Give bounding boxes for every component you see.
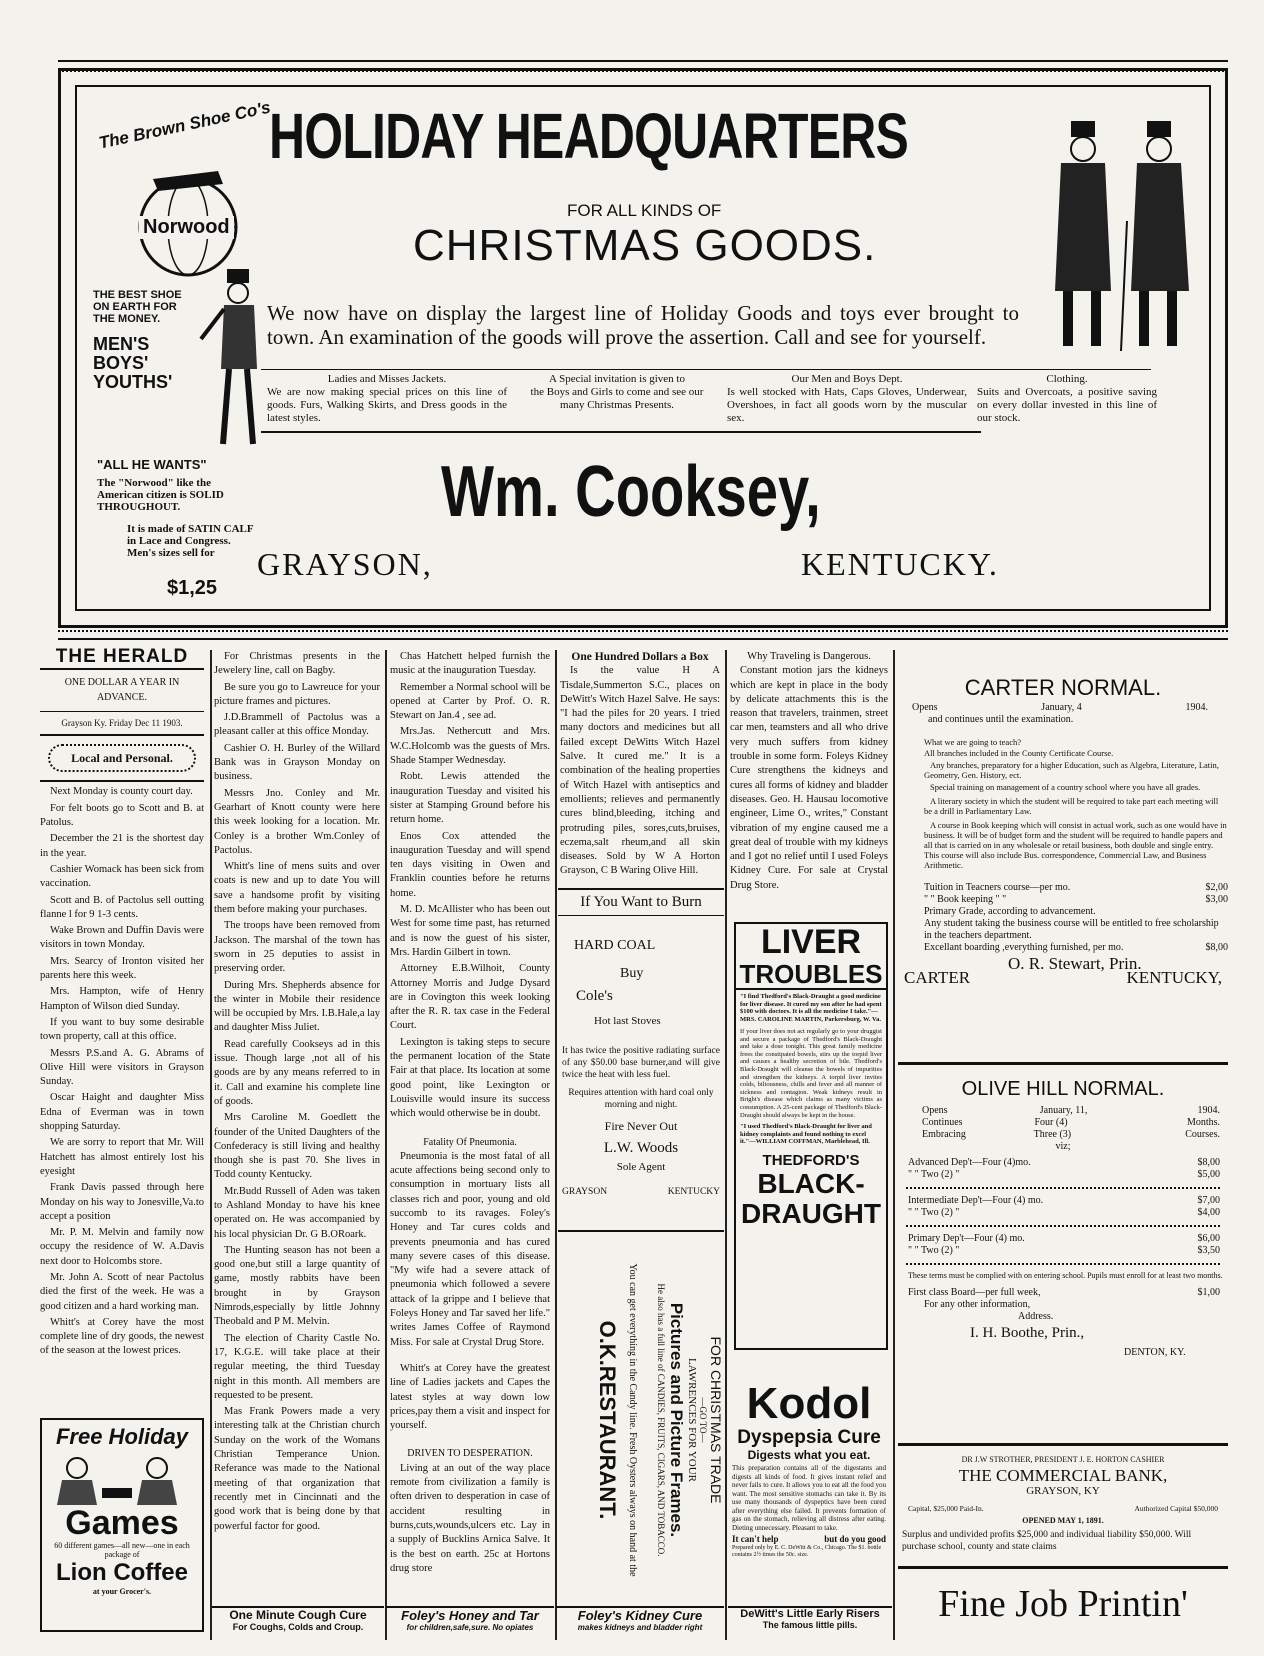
merchant-state: KENTUCKY.	[801, 546, 999, 582]
carter-board-row	[924, 942, 1228, 954]
local-item: Oscar Haight and daughter Miss Edna of Everman was in town shopping Saturday.	[40, 1092, 204, 1133]
olive-board: First class Board—per full week,	[908, 1287, 1041, 1298]
olive-row	[922, 1105, 1220, 1117]
olive-fee-value: $7,00	[1197, 1195, 1220, 1206]
col-rule-4	[725, 650, 727, 1640]
olive-fee-row	[908, 1245, 1220, 1257]
cough-cure-footer	[212, 1606, 384, 1632]
news-item: Be sure you go to Lawreuce for your picture frames and pictures.	[214, 681, 380, 707]
honey-tar-title: Foley's Honey and Tar	[401, 1608, 539, 1623]
news-item: Mrs Caroline M. Goedlett the founder of the United Daughters of the Confederacy is still living and healthy though she is past 70. She lives in Todd county Kentucky.	[214, 1112, 380, 1181]
dept-invitation-text: the Boys and Girls to come and see our many Christmas Presents.	[530, 386, 704, 411]
col-rule-3	[555, 650, 557, 1640]
carter-board: Excellant boarding ,everything furnished, per mo.	[924, 942, 1124, 953]
coal-fire: Fire Never Out	[604, 1119, 678, 1133]
carter-fee-row	[924, 894, 1228, 906]
bank-surplus: Surplus and undivided profits $25,000 and individual liability $50,000. Will purchase school, county and state claims	[902, 1530, 1192, 1552]
news-item: The troops have been removed from Jackson. The marshal of the town has sworn in 25 deputies to assist in preserving order.	[214, 920, 380, 975]
column-six	[898, 650, 1228, 1640]
whitts-ad: Whitt's at Corey have the greatest line of Ladies jackets and Capes the latest styles at way down low prices,pay them a visit and inspect for yourself.	[390, 1362, 550, 1432]
carter-sig: O. R. Stewart, Prin.	[1008, 954, 1142, 973]
kidney-cure-title: Foley's Kidney Cure	[577, 1608, 703, 1623]
lawrence-name: LAWRENCES FOR YOUR	[686, 1358, 698, 1482]
coal-head: If You Want to Burn	[558, 894, 724, 916]
dept-men	[727, 373, 967, 425]
bank-opened: OPENED MAY 1, 1891.	[1022, 1516, 1104, 1525]
kodol-good: but do you good	[824, 1534, 886, 1544]
olive-sig: I. H. Boothe, Prin.,	[970, 1325, 1085, 1341]
column-two	[214, 650, 380, 1536]
news-item: The election of Charity Castle No. 17, K.G.E. will take place at their regular meeting, the third Tuesday night in this month. All members are requested to be present.	[214, 1332, 380, 1401]
news-item: Read carefully Cookseys ad in this issue. Though large ,not all of his goods are by any means referred to in it. Call and examine his complete line of goods.	[214, 1038, 380, 1107]
early-risers-title: DeWitt's Little Early Risers	[740, 1608, 880, 1620]
travel-text: Constant motion jars the kidneys which are kept in place in the body by delicate attachments this is the reason that travelers, trainmen, street car men, teamsters and all who drive very much suffers from kidney trouble in some form. Foleys Kidney Cure strengthens the kidneys and cures all forms of kidney and bladder diseases. Geo. H. Hausau locomotive engineer, Lime O., writes," Constant vibration of my engine caused me a great deal of trouble with my kidneys and I got no relief until I used Foleys Kidney Cure. For sale at Crystal Drug Store.	[730, 665, 888, 891]
local-item: We are sorry to report that Mr. Will Hatchett has almost entirely lost his eyesight	[40, 1137, 204, 1177]
olive-divider	[906, 1225, 1220, 1227]
liver-troubles-ad	[734, 922, 888, 1350]
carter-year: 1904.	[1185, 702, 1208, 713]
gentlemen-illustration	[1031, 121, 1211, 361]
olive-board-row	[908, 1287, 1220, 1299]
carter-book: A course in Book keeping which will consist in actual work, such as one would have in business. It will be of budget form and the student will be required to handle papers and all that is carried on in any wholesale or retail business, both double and single entry. This course will also include Bus. correspondence, Commercial Law, and Business Arithmetic.	[924, 820, 1227, 870]
olive-fee-row	[908, 1195, 1220, 1207]
olive-divider	[906, 1263, 1220, 1265]
carter-fee-value: $3,00	[1205, 894, 1228, 905]
coal-state: KENTUCKY	[667, 1187, 720, 1197]
news-item: During Mrs. Shepherds absence for the winter in Mobile their residence will be occupied by Mrs. I.B.Hale,a lay and daughter Miss Juliet.	[214, 979, 380, 1034]
shoe-price: $1,25	[167, 577, 218, 599]
coal-dealer: L.W. Woods	[603, 1140, 679, 1156]
olive-fee-value: $5,00	[1197, 1169, 1220, 1180]
olive-fee-row	[908, 1207, 1220, 1219]
pneumonia-title: Fatality Of Pneumonia.	[423, 1136, 517, 1148]
local-section-head: Local and Personal.	[48, 744, 196, 772]
liver-quote: "I find Thedford's Black-Draught a good medicine for liver disease. It cured my son after he had spent $100 with doctors. It is all the medicine I take."—MRS. CAROLINE MARTIN, Parkersburg, W. Va.	[740, 993, 882, 1023]
coal-text: It has twice the positive radiating surface of any $50.00 base burner,and will give twice the heat with less fuel.	[562, 1046, 720, 1080]
kidney-cure-sub: makes kidneys and bladder right	[577, 1623, 703, 1632]
liver-title2: TROUBLES	[736, 960, 886, 990]
olive-row	[922, 1129, 1220, 1141]
shoe-lines: MEN'S BOYS' YOUTHS'	[93, 334, 173, 392]
dept-divider-bottom	[261, 431, 981, 433]
news-item: Chas Hatchett helped furnish the music at the inauguration Tuesday.	[390, 651, 550, 677]
shoe-norwood-text: The "Norwood" like the American citizen is SOLID THROUGHOUT.	[97, 477, 224, 513]
lion-ad-foot: at your Grocer's.	[92, 1587, 152, 1596]
carter-date: January, 4	[1041, 702, 1082, 713]
news-item: For Christmas presents in the Jewelery line, call on Bagby.	[214, 651, 380, 677]
olive-fee-row	[908, 1169, 1220, 1181]
coal-text2: Requires attention with hard coal only morning and night.	[568, 1088, 714, 1110]
banner-intro: We now have on display the largest line of Holiday Goods and toys ever brought to town. An examination of the goods will prove the assertion. Call and see for yourself.	[267, 301, 1019, 349]
carter-location	[904, 968, 1222, 987]
desperation-title: DRIVEN TO DESPERATION.	[407, 1448, 533, 1460]
dept-jackets	[267, 373, 507, 425]
olive-fee-label: " " Two (2) "	[908, 1245, 960, 1256]
ok-restaurant-text: You can get everything in the Candy line. Fresh Oysters always on hand at the	[627, 1263, 638, 1577]
carter-cont: and continues until the examination.	[928, 714, 1074, 725]
olive-hill-normal-ad	[898, 1078, 1228, 1446]
honey-tar-footer	[386, 1606, 554, 1632]
carter-society: A literary society in which the student will be required to take part each meeting will be a drill in Parliamentary Law.	[924, 796, 1219, 816]
bank-officers: DR J.W STROTHER, PRESIDENT J. E. HORTON CASHIER	[961, 1455, 1165, 1464]
kodol-help-row	[730, 1534, 888, 1544]
news-item: Mrs.Jas. Nethercutt and Mrs. W.C.Holcomb was the guests of Mrs. Shade Stamper Wednesday.	[390, 726, 550, 767]
dept-jackets-text: We are now making special prices on this line of goods. Furs, Walking Skirts, and Dress goods in the latest styles.	[267, 386, 507, 424]
ok-restaurant-name: O.K.RESTAURANT.	[595, 1320, 620, 1520]
news-item: Lexington is taking steps to secure the permanent location of the State Fair at that place. Its location at some good point, like Lexington or Louisville would insure its success which would otherwise be in doubt.	[390, 1036, 550, 1120]
carter-special: Special training on management of a country school where you have all grades.	[930, 782, 1201, 792]
olive-info: For any other information,	[924, 1299, 1031, 1310]
local-items	[40, 780, 204, 1358]
bank-capital-row	[908, 1503, 1218, 1515]
local-item: Wake Brown and Duffin Davis were visitors in town Monday.	[40, 925, 204, 951]
local-item: Scott and B. of Pactolus sell outting flanne l for 9 1-3 cents.	[40, 894, 204, 920]
dept-invitation	[517, 373, 717, 412]
coal-town: GRAYSON	[562, 1187, 608, 1197]
olive-row-b: Four (4)	[1034, 1117, 1068, 1128]
ok-restaurant-rotated	[558, 1240, 638, 1600]
lion-ad-games: Games	[65, 1504, 179, 1542]
lawrence-frames: Pictures and Picture Frames.	[667, 1302, 686, 1538]
cough-cure-title: One Minute Cough Cure	[229, 1608, 367, 1622]
shoe-slogan: THE BEST SHOE ON EARTH FOR THE MONEY.	[93, 289, 182, 325]
bank-capital: Capital, $25,000 Paid-In.	[908, 1504, 984, 1513]
lion-ad-text: 60 different games—all new—one in each package of	[54, 1541, 190, 1559]
col-rule-5	[893, 650, 895, 1640]
travel-title: Why Traveling is Dangerous.	[747, 651, 871, 662]
local-item: Next Monday is county court day.	[50, 786, 193, 798]
col-rule-1	[210, 650, 212, 1640]
globe-label: Norwood	[139, 216, 234, 239]
shoe-wants: "ALL HE WANTS"	[97, 457, 207, 472]
olive-board-value: $1,00	[1197, 1287, 1220, 1298]
kodol-sub: Dyspepsia Cure	[737, 1427, 881, 1448]
olive-row-b: Three (3)	[1033, 1129, 1072, 1140]
dept-clothing-title: Clothing.	[1046, 373, 1088, 385]
herald-masthead: THE HERALD	[40, 650, 204, 670]
olive-fee-value: $8,00	[1197, 1157, 1220, 1168]
dept-jackets-title: Ladies and Misses Jackets.	[327, 373, 447, 385]
children-playing-illustration	[47, 1450, 197, 1505]
olive-title: OLIVE HILL NORMAL.	[961, 1078, 1165, 1100]
olive-row-a: Opens	[922, 1105, 948, 1116]
olive-row-a: Embracing	[922, 1129, 966, 1140]
liver-brand: THEDFORD'S	[762, 1151, 860, 1169]
olive-fee-label: Advanced Dep't—Four (4)mo.	[908, 1157, 1031, 1168]
kodol-ad	[730, 1380, 888, 1600]
local-item: Messrs P.S.and A. G. Abrams of Olive Hill were visitors in Grayson Sunday.	[40, 1047, 204, 1088]
kodol-title: Kodol	[746, 1379, 872, 1428]
local-item: Mr. John A. Scott of near Pactolus died the first of the week. He was a good citizen and a hard working man.	[40, 1271, 204, 1312]
carter-town: CARTER	[904, 968, 971, 987]
local-item: Mr. P. M. Melvin and family now occupy the residence of W. A.Davis next door to Holcombs store.	[40, 1227, 204, 1267]
carter-fee-label: " " Book keeping " "	[924, 894, 1007, 905]
early-risers-sub: The famous little pills.	[762, 1620, 858, 1630]
olive-row-c: Courses.	[1185, 1129, 1220, 1140]
local-item: Mrs. Searcy of Ironton visited her parents here this week.	[40, 955, 204, 982]
coal-stoves: Hot last Stoves	[594, 1015, 661, 1027]
liver-title: LIVER	[760, 923, 862, 961]
news-item: Attorney E.B.Wilhoit, County Attorney Morris and Judge Dysard are in Covington this week looking after the R. R. tax case in the Federal Court.	[390, 963, 550, 1032]
news-item: Cashier O. H. Burley of the Willard Bank was in Grayson Monday on business.	[214, 742, 380, 783]
hundred-dollars-text: Is the value H A Tisdale,Summerton S.C., places on DeWitt's Witch Hazel Salve. He says: "I had the piles for 20 years. I tried many doctors and medicines but all failed except DeWitts Witch Hazel Salve. It cured me." It is a combination of the healing properties of Witch Hazel with antiseptics and emollients; relieves and permanently cures blind,bleeding, itching and protruding piles, sores,cuts,bruises, eczema,salt rheum,and all skin diseases. Sold by W A Horton Grayson, C B Waring Olive Hill.	[560, 665, 720, 877]
olive-terms: These terms must be complied with on entering school. Pupils must enroll for at least two months.	[908, 1271, 1223, 1280]
lawrence-ad	[640, 1240, 724, 1600]
pneumonia-text: Pneumonia is the most fatal of all acute affections being second only to consumption in mortuary lists all classes rich and poor, young and old succomb to its ravages. Foley's Honey and Tar cures colds and prevents pneumonia and has cured many severe cases of this disease. "My wife had a severe attack of pneumonia which followed a severe attack of la grippe and I believe that Foleys Honey and Tar saved her life." writes James Coffee of Raymond Miss. For sale at Crystal Drug Store.	[390, 1150, 550, 1348]
bank-name: THE COMMERCIAL BANK,	[958, 1466, 1168, 1485]
news-item: The Hunting season has not been a good one,but still a large quantity of game, mostly rabbits have been brought in by Grayson Nimrods,especially by little Johnny Theobald and P M. Melvin.	[214, 1244, 380, 1328]
local-item: If you want to buy some desirable town property, call at this office.	[40, 1016, 204, 1043]
dept-invitation-title: A Special invitation is given to	[549, 373, 685, 385]
lawrence-rotated	[640, 1240, 724, 1600]
carter-opens: Opens	[912, 702, 938, 713]
dept-men-title: Our Men and Boys Dept.	[791, 373, 903, 385]
news-item: Messrs Jno. Conley and Mr. Gearhart of Knott county were here this week looking for a location. Mr. Conley is a brother Wm.Conley of Pactolus.	[214, 787, 380, 856]
globe-shoe-illustration	[123, 149, 253, 279]
olive-fee-value: $3,50	[1197, 1245, 1220, 1256]
olive-row-a: Continues	[922, 1117, 963, 1128]
olive-row-c: 1904.	[1197, 1105, 1220, 1116]
shoe-made-text: It is made of SATIN CALF in Lace and Congress. Men's sizes sell for	[127, 523, 254, 559]
kidney-cure-footer	[556, 1606, 724, 1632]
local-item: December the 21 is the shortest day in the year.	[40, 833, 204, 859]
herald-price: ONE DOLLAR A YEAR IN ADVANCE.	[40, 670, 204, 712]
news-item: Enos Cox attended the inauguration Tuesday and will spend ten days visiting in Owen and Franklin counties before he returns home.	[390, 830, 550, 899]
col-rule-2	[385, 650, 387, 1640]
dept-clothing-text: Suits and Overcoats, a positive saving on every dollar invested in this line of our stock.	[977, 386, 1157, 424]
olive-fee-value: $4,00	[1197, 1207, 1220, 1218]
commercial-bank-ad	[898, 1446, 1228, 1569]
banner-headline: HOLIDAY HEADQUARTERS	[269, 100, 908, 172]
local-item: Frank Davis passed through here Monday on his way to Jonesville,Va.to accept a position	[40, 1182, 204, 1222]
bank-auth: Authorized Capital $50,000	[1134, 1504, 1218, 1513]
olive-fee-label: Intermediate Dep't—Four (4) mo.	[908, 1195, 1044, 1206]
kodol-foot: Prepared only by E. C. DeWitt & Co., Chicago. The $1. bottle contains 2½ times the 50c. size.	[732, 1545, 882, 1558]
local-item: Whitt's at Corey have the most complete line of dry goods, the newest of the season at the lowest prices.	[40, 1316, 204, 1357]
news-item: Mr.Budd Russell of Aden was taken to Ashland Monday to have his knee operated on. He was accompanied by his local physician Dr. G B.ORoark.	[214, 1185, 380, 1240]
shoe-ad	[87, 99, 297, 609]
lawrence-goto: —GO TO—	[698, 1397, 708, 1443]
olive-viz: viz;	[1055, 1141, 1071, 1152]
lawrence-head: FOR CHRISTMAS TRADE	[708, 1336, 724, 1504]
news-item: M. D. McAllister who has been out West for some time past, has returned and is now the guest of his sister, Mrs. Hardin Gilbert in town.	[390, 904, 550, 958]
local-item: Mrs. Hampton, wife of Henry Hampton of Wilson died Sunday.	[40, 986, 204, 1012]
desperation-text: Living at an out of the way place remote from civilization a family is often driven to desperation in case of accident resulting in burns,cuts,wounds,ulcers etc. Lay in a supply of Bucklins Arnica Salve. It is the best on earth. 25c at Hortons drug store	[390, 1462, 550, 1574]
news-item: Remember a Normal school will be opened at Carter by Prof. O. R. Stewart on Jan.4 , see ad.	[390, 681, 550, 722]
news-item: J.D.Brammell of Pactolus was a pleasant caller at this office Monday.	[214, 712, 380, 738]
carter-fee-row	[924, 882, 1228, 894]
banner-subline: FOR ALL KINDS OF	[567, 201, 722, 220]
column-five	[730, 650, 888, 895]
olive-fee-value: $6,00	[1197, 1233, 1220, 1244]
carter-normal-ad	[898, 675, 1228, 1065]
merchant-town: GRAYSON,	[257, 546, 433, 582]
local-item: For felt boots go to Scott and B. at Patolus.	[40, 802, 204, 829]
column-four	[560, 650, 720, 881]
coal-ad	[558, 888, 724, 1232]
liver-brand2: BLACK-	[757, 1167, 865, 1199]
hundred-dollars-title: One Hundred Dollars a Box	[571, 651, 709, 663]
coal-buy: Buy	[620, 966, 644, 981]
olive-fee-label: " " Two (2) "	[908, 1207, 960, 1218]
lion-ad-title: Free Holiday	[55, 1424, 189, 1449]
olive-row-c: Months.	[1186, 1117, 1220, 1128]
early-risers-footer	[728, 1606, 892, 1630]
olive-fee-label: Primary Dep't—Four (4) mo.	[908, 1233, 1025, 1244]
job-printing-ad: Fine Job Printin'	[938, 1583, 1188, 1625]
coal-agent: Sole Agent	[616, 1161, 666, 1173]
kodol-digests: Digests what you eat.	[747, 1448, 871, 1462]
carter-opens-row	[912, 702, 1208, 714]
kodol-help: It can't help	[732, 1534, 779, 1544]
olive-fee-row	[908, 1233, 1220, 1245]
shoe-brand: The Brown Shoe Co's	[97, 97, 273, 153]
holiday-advertisement	[58, 68, 1228, 628]
lion-coffee-ad	[40, 1418, 204, 1632]
coal-location	[562, 1187, 720, 1197]
lion-ad-brand: Lion Coffee	[56, 1559, 188, 1586]
liver-text: If your liver does not act regularly go to your druggist and secure a package of Thedford's Black-Draught and take a dose tonight. This great family medicine frees the constipated bowels, stirs up the torpid liver and causes a healthy secretion of bile. Thedford's Black-Draught will cleanse the bowels of impurities and strengthen the kidneys. A torpid liver invites colds, biliousness, chills and fever and all manner of sickness and contagion. Weak kidneys result in Bright's disease which claims as many victims as consumption. A 25-cent package of Thedford's Black-Draught should always be kept in the house.	[740, 1028, 882, 1119]
olive-row-b: January, 11,	[1039, 1105, 1088, 1116]
news-item: Whitt's line of mens suits and over coats is new and up to date You will save a handsome profit by visiting them before making your purchases.	[214, 861, 380, 916]
cough-cure-sub: For Coughs, Colds and Croup.	[232, 1622, 364, 1632]
coal-type: HARD COAL	[574, 938, 656, 953]
kodol-text: This preparation contains all of the digestants and digests all kinds of food. It gives instant relief and never fails to cure. It allows you to eat all the food you want. The most sensitive stomachs can take it. By its use many thousands of dyspeptics have been cured after everything else failed. It prevents formation of gas on the stomach, relieving all distress after eating. Dieting unnecessary. Pleasant to take.	[732, 1464, 886, 1532]
dept-men-text: Is well stocked with Hats, Caps Gloves, Underwear, Overshoes, in fact all goods worn by the muscular sex.	[727, 386, 967, 424]
carter-any2: Any student taking the business course will be entitled to free scholarship in the teachers department.	[924, 918, 1219, 941]
coal-brand: Cole's	[576, 988, 613, 1004]
olive-addr: Address.	[1018, 1311, 1054, 1322]
carter-any: Any branches, preparatory for a higher Education, such as Algebra, Literature, Latin, Geometry, Gen. History, ect.	[924, 760, 1219, 780]
dept-divider-top	[261, 369, 1151, 370]
carter-board-value: $8,00	[1205, 942, 1228, 953]
dept-clothing	[977, 373, 1157, 425]
local-item: Cashier Womack has been sick from vaccination.	[40, 863, 204, 890]
carter-fee-value: $2,00	[1205, 882, 1228, 893]
honey-tar-sub: for children,safe,sure. No opiates	[406, 1623, 534, 1632]
herald-dateline: Grayson Ky. Friday Dec 11 1903.	[40, 712, 204, 736]
bottom-chain-border	[58, 630, 1228, 640]
olive-divider	[906, 1187, 1220, 1189]
news-item: Robt. Lewis attended the inauguration Tuesday and visited his sister at Stamping Ground before his return home.	[390, 771, 550, 826]
carter-state: KENTUCKY,	[1126, 968, 1222, 987]
carter-all: All branches included in the County Certificate Course.	[924, 748, 1114, 758]
column-herald	[40, 646, 204, 1361]
olive-fee-label: " " Two (2) "	[908, 1169, 960, 1180]
carter-what: What we are going to teach?	[924, 737, 1021, 747]
news-item: Mas Frank Powers made a very interesting talk at the Christian church Sunday on the work of the Womans Christian Temperance Union. Referance was made to the National meeting of that organization that recently met in Cincinnati and the good work that is being done by that powerful factor for good.	[214, 1406, 380, 1532]
olive-fee-row	[908, 1157, 1220, 1169]
merchant-name: Wm. Cooksey,	[441, 452, 821, 532]
carter-primary: Primary Grade, according to advancement.	[924, 906, 1096, 917]
column-three	[390, 650, 550, 1578]
ok-restaurant-ad	[558, 1240, 638, 1600]
carter-fee-label: Tuition in Teacners course—per mo.	[924, 882, 1071, 893]
banner-christmas-goods: CHRISTMAS GOODS.	[413, 221, 877, 270]
liver-quote2: "I used Thedford's Black-Draught for liver and kidney complaints and found nothing to excel it."—WILLIAM COFFMAN, Marblehead, Ill.	[740, 1123, 872, 1146]
olive-row	[922, 1117, 1220, 1129]
liver-brand3: DRAUGHT	[741, 1197, 881, 1229]
carter-title: CARTER NORMAL.	[964, 675, 1162, 700]
lawrence-line: He also has a full line of CANDIES, FRUITS, CIGARS, AND TOBACCO.	[656, 1283, 666, 1557]
bank-town: GRAYSON, KY	[1026, 1485, 1100, 1497]
olive-town: DENTON, KY.	[1124, 1347, 1186, 1358]
